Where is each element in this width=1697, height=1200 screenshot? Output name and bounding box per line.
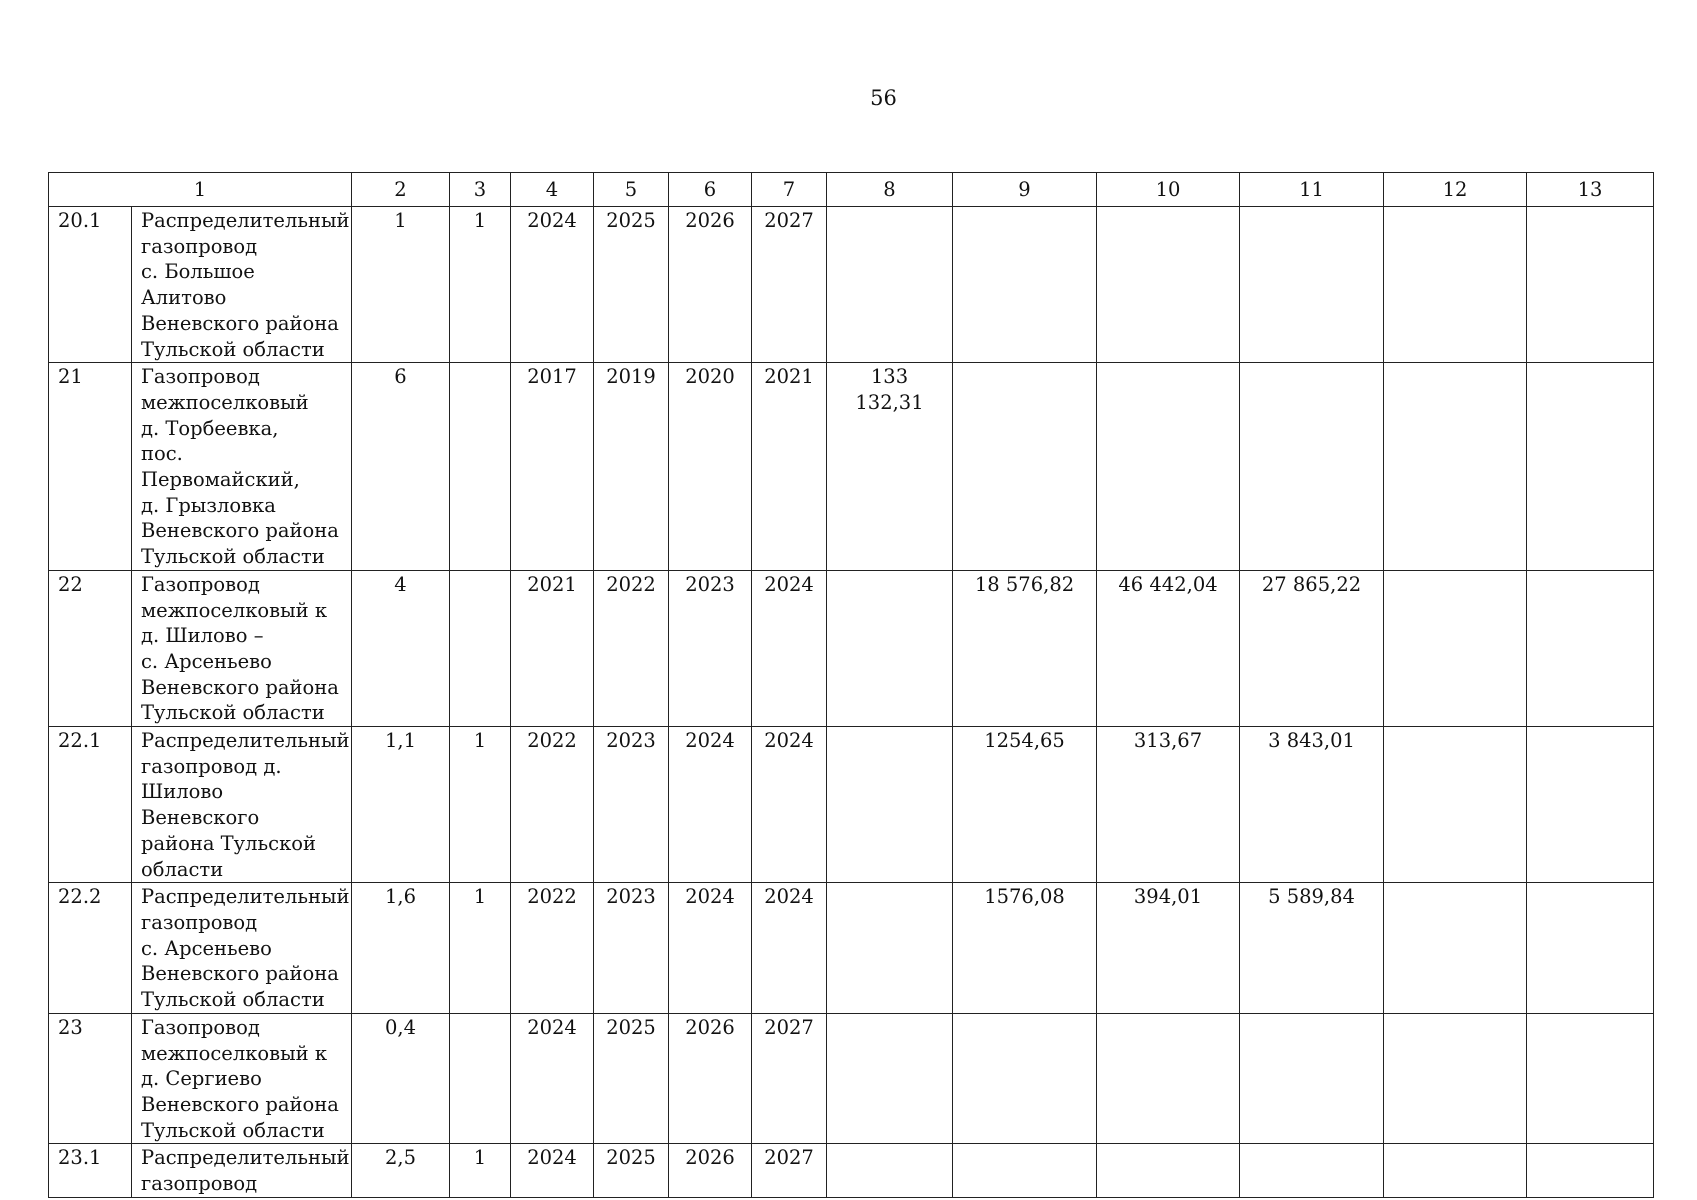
cell-col-10 (1097, 207, 1240, 363)
page-number: 56 (870, 86, 897, 110)
cell-col-6: 2026 (669, 1144, 752, 1197)
cell-col-6: 2024 (669, 883, 752, 1014)
row-number: 23.1 (49, 1144, 132, 1197)
object-name: Распределительный газопровод с. Большое Алитово Веневского района Тульской области (132, 207, 352, 363)
cell-col-8: 133 132,31 (827, 363, 953, 571)
cell-col-4: 2022 (511, 727, 594, 883)
cell-col-3 (450, 570, 511, 726)
object-name: Газопровод межпоселковый д. Торбеевка, пос. Первомайский, д. Грызловка Веневского района Тульской области (132, 363, 352, 571)
row-number: 22.2 (49, 883, 132, 1014)
cell-col-5: 2025 (594, 207, 669, 363)
cell-col-12 (1384, 883, 1527, 1014)
cell-col-2: 6 (352, 363, 450, 571)
data-table (48, 172, 1654, 1198)
row-number: 21 (49, 363, 132, 571)
cell-col-4: 2022 (511, 883, 594, 1014)
cell-col-6: 2023 (669, 570, 752, 726)
cell-col-10: 394,01 (1097, 883, 1240, 1014)
cell-col-4: 2024 (511, 1144, 594, 1197)
cell-col-12 (1384, 207, 1527, 363)
cell-col-5: 2025 (594, 1013, 669, 1144)
cell-col-7: 2024 (752, 570, 827, 726)
header-cell: 6 (669, 173, 752, 207)
cell-col-9: 18 576,82 (953, 570, 1097, 726)
cell-col-6: 2020 (669, 363, 752, 571)
cell-col-9 (953, 1144, 1097, 1197)
cell-col-12 (1384, 1013, 1527, 1144)
cell-col-2: 1 (352, 207, 450, 363)
cell-col-13 (1527, 727, 1654, 883)
cell-col-7: 2027 (752, 1144, 827, 1197)
row-number: 20.1 (49, 207, 132, 363)
object-name: Распределительный газопровод д. Шилово Веневского района Тульской области (132, 727, 352, 883)
header-cell: 1 (49, 173, 352, 207)
header-cell: 7 (752, 173, 827, 207)
header-cell: 5 (594, 173, 669, 207)
header-cell: 3 (450, 173, 511, 207)
cell-col-11 (1240, 1013, 1384, 1144)
cell-col-11: 3 843,01 (1240, 727, 1384, 883)
table-row (49, 570, 1654, 726)
cell-col-6: 2026 (669, 1013, 752, 1144)
cell-col-13 (1527, 363, 1654, 571)
cell-col-3: 1 (450, 207, 511, 363)
object-name: Газопровод межпоселковый к д. Шилово – с. Арсеньево Веневского района Тульской области (132, 570, 352, 726)
cell-col-12 (1384, 727, 1527, 883)
table-row (49, 1144, 1654, 1197)
cell-col-8 (827, 883, 953, 1014)
header-cell: 11 (1240, 173, 1384, 207)
cell-col-2: 1,1 (352, 727, 450, 883)
cell-col-8 (827, 570, 953, 726)
cell-col-10: 313,67 (1097, 727, 1240, 883)
cell-col-9 (953, 207, 1097, 363)
cell-col-2: 0,4 (352, 1013, 450, 1144)
object-name: Распределительный газопровод (132, 1144, 352, 1197)
header-cell: 9 (953, 173, 1097, 207)
header-cell: 8 (827, 173, 953, 207)
cell-col-2: 2,5 (352, 1144, 450, 1197)
cell-col-3: 1 (450, 883, 511, 1014)
cell-col-11 (1240, 207, 1384, 363)
cell-col-10 (1097, 363, 1240, 571)
cell-col-11 (1240, 1144, 1384, 1197)
cell-col-5: 2023 (594, 883, 669, 1014)
cell-col-8 (827, 1013, 953, 1144)
cell-col-8 (827, 1144, 953, 1197)
cell-col-10: 46 442,04 (1097, 570, 1240, 726)
cell-col-7: 2021 (752, 363, 827, 571)
cell-col-10 (1097, 1144, 1240, 1197)
header-cell: 10 (1097, 173, 1240, 207)
cell-col-6: 2026 (669, 207, 752, 363)
cell-col-12 (1384, 363, 1527, 571)
row-number: 22 (49, 570, 132, 726)
cell-col-4: 2021 (511, 570, 594, 726)
cell-col-11: 5 589,84 (1240, 883, 1384, 1014)
cell-col-13 (1527, 1013, 1654, 1144)
header-cell: 4 (511, 173, 594, 207)
cell-col-4: 2017 (511, 363, 594, 571)
cell-col-13 (1527, 207, 1654, 363)
cell-col-4: 2024 (511, 1013, 594, 1144)
header-cell: 2 (352, 173, 450, 207)
cell-col-9 (953, 1013, 1097, 1144)
cell-col-7: 2024 (752, 727, 827, 883)
table-row (49, 363, 1654, 571)
cell-col-10 (1097, 1013, 1240, 1144)
cell-col-4: 2024 (511, 207, 594, 363)
cell-col-8 (827, 207, 953, 363)
cell-col-5: 2019 (594, 363, 669, 571)
cell-col-2: 4 (352, 570, 450, 726)
cell-col-3: 1 (450, 1144, 511, 1197)
cell-col-3: 1 (450, 727, 511, 883)
object-name: Распределительный газопровод с. Арсеньево Веневского района Тульской области (132, 883, 352, 1014)
row-number: 22.1 (49, 727, 132, 883)
cell-col-13 (1527, 883, 1654, 1014)
cell-col-9: 1254,65 (953, 727, 1097, 883)
table-header-row (49, 173, 1654, 207)
cell-col-5: 2023 (594, 727, 669, 883)
cell-col-3 (450, 363, 511, 571)
cell-col-7: 2024 (752, 883, 827, 1014)
cell-col-11: 27 865,22 (1240, 570, 1384, 726)
table-row (49, 207, 1654, 363)
row-number: 23 (49, 1013, 132, 1144)
cell-col-9 (953, 363, 1097, 571)
cell-col-13 (1527, 570, 1654, 726)
table-row (49, 727, 1654, 883)
header-cell: 12 (1384, 173, 1527, 207)
cell-col-6: 2024 (669, 727, 752, 883)
cell-col-3 (450, 1013, 511, 1144)
cell-col-12 (1384, 1144, 1527, 1197)
cell-col-5: 2022 (594, 570, 669, 726)
cell-col-13 (1527, 1144, 1654, 1197)
table-row (49, 1013, 1654, 1144)
header-cell: 13 (1527, 173, 1654, 207)
cell-col-7: 2027 (752, 207, 827, 363)
cell-col-9: 1576,08 (953, 883, 1097, 1014)
cell-col-5: 2025 (594, 1144, 669, 1197)
cell-col-7: 2027 (752, 1013, 827, 1144)
object-name: Газопровод межпоселковый к д. Сергиево Веневского района Тульской области (132, 1013, 352, 1144)
cell-col-11 (1240, 363, 1384, 571)
cell-col-12 (1384, 570, 1527, 726)
table-row (49, 883, 1654, 1014)
cell-col-2: 1,6 (352, 883, 450, 1014)
cell-col-8 (827, 727, 953, 883)
